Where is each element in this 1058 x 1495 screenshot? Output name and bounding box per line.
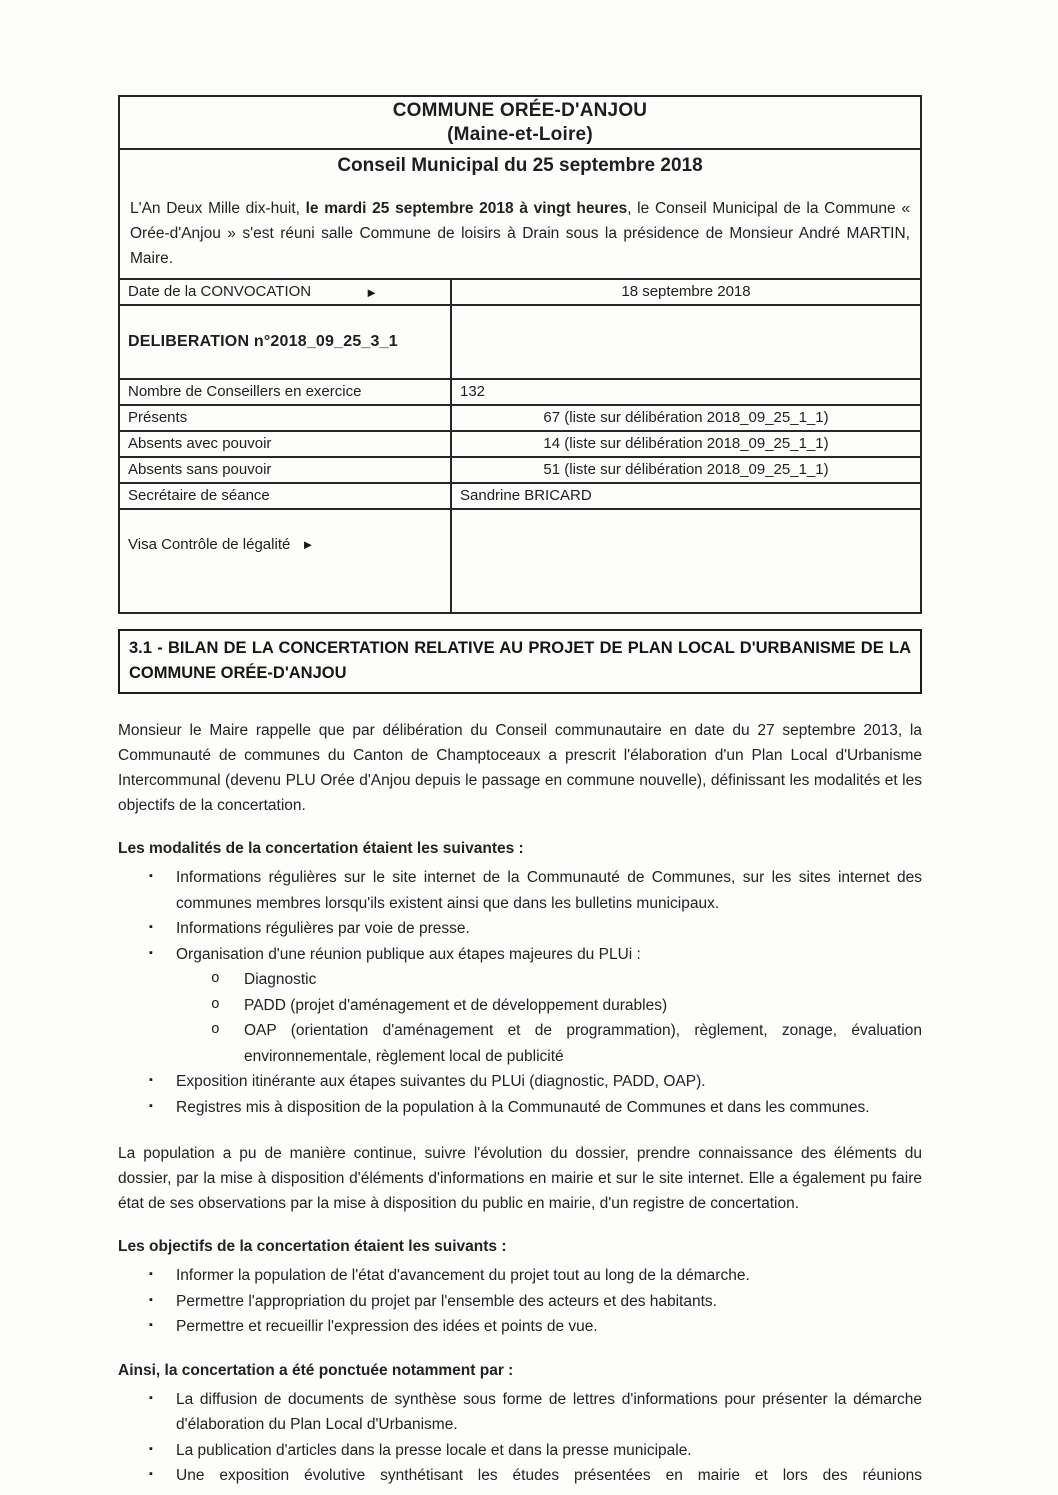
table-row-absents-sans-pouvoir — [120, 456, 920, 482]
conseillers-value: 132 — [450, 380, 920, 404]
list-item: ▪ Permettre et recueillir l'expression des idées et points de vue. — [118, 1314, 922, 1340]
secretaire-value: Sandrine BRICARD — [450, 484, 920, 508]
list-item: ▪ La publication d'articles dans la presse locale et dans la presse municipale. — [118, 1438, 922, 1464]
list-item: o Diagnostic — [118, 967, 922, 993]
deliberation-value-empty — [450, 306, 920, 378]
list-modalites — [118, 865, 922, 967]
list-item: ▪ Exposition itinérante aux étapes suivantes du PLUi (diagnostic, PADD, OAP). — [118, 1069, 922, 1095]
sublist-reunion-etapes — [118, 967, 922, 1069]
visa-value-empty — [450, 510, 920, 612]
heading-ainsi: Ainsi, la concertation a été ponctuée notamment par : — [118, 1361, 514, 1379]
heading-modalites: Les modalités de la concertation étaient les suivantes : — [118, 840, 524, 857]
list-item: o PADD (projet d'aménagement et de développement durables) — [118, 993, 922, 1019]
convocation-label-cell — [120, 280, 450, 304]
convocation-label: Date de la CONVOCATION — [128, 283, 312, 300]
arrow-right-icon: ► — [301, 537, 315, 552]
list-item: ▪ Une exposition évolutive synthétisant les études présentées en mairie et lors des réunions — [118, 1463, 922, 1489]
list-item: ▪ Informer la population de l'état d'avancement du projet tout au long de la démarche. — [118, 1263, 922, 1289]
list-ainsi — [118, 1387, 922, 1489]
deliberation-header-table — [118, 95, 922, 614]
absents-sans-pouvoir-label: Absents sans pouvoir — [128, 461, 272, 478]
table-row-conseillers — [120, 378, 920, 404]
deliberation-number: DELIBERATION n°2018_09_25_3_1 — [128, 333, 398, 350]
absents-sans-pouvoir-value: 51 (liste sur délibération 2018_09_25_1_1) — [450, 458, 920, 482]
section-title: 3.1 - BILAN DE LA CONCERTATION RELATIVE AU PROJET DE PLAN LOCAL D'URBANISME DE LA COMMUNE ORÉE-D'ANJOU — [118, 629, 922, 694]
secretaire-label: Secrétaire de séance — [128, 487, 270, 504]
table-row-presents — [120, 404, 920, 430]
conseillers-label: Nombre de Conseillers en exercice — [128, 383, 362, 400]
presents-value: 67 (liste sur délibération 2018_09_25_1_1) — [450, 406, 920, 430]
paragraph-population: La population a pu de manière continue, suivre l'évolution du dossier, prendre connaissance des éléments du dossier, par la mise à disposition d'éléments d'informations en mairie et sur le site internet. Elle a également pu faire état de ses observations par la mise à disposition du public en mairie, d'un registre de concertation. — [118, 1145, 922, 1212]
intro-text-start: L'An Deux Mille dix-huit, — [130, 200, 306, 217]
table-row-convocation — [120, 278, 920, 304]
list-item: ▪ Registres mis à disposition de la population à la Communauté de Communes et dans les communes. — [118, 1095, 922, 1121]
commune-title: COMMUNE ORÉE-D'ANJOU — [392, 100, 648, 121]
commune-header-cell — [120, 97, 920, 148]
list-item: ▪ Organisation d'une réunion publique aux étapes majeures du PLUi : — [118, 942, 922, 968]
list-item: ▪ Informations régulières par voie de presse. — [118, 916, 922, 942]
table-row-absents-avec-pouvoir — [120, 430, 920, 456]
session-intro-paragraph — [130, 196, 910, 271]
paragraph-maire-rappelle: Monsieur le Maire rappelle que par délibération du Conseil communautaire en date du 27 septembre 2013, la Communauté de communes du Canton de Champtoceaux a prescrit l'élaboration d'un Plan Local d'Urbanisme Intercommunal (devenu PLU Orée d'Anjou depuis le passage en commune nouvelle), définissant les modalités et les objectifs de la concertation. — [118, 722, 922, 814]
document-body — [118, 718, 922, 1489]
department-subtitle: (Maine-et-Loire) — [447, 124, 593, 145]
list-item: ▪ Permettre l'appropriation du projet par l'ensemble des acteurs et des habitants. — [118, 1289, 922, 1315]
intro-text-end: , le Conseil Municipal de la Commune « Orée-d'Anjou » s'est réuni salle Commune de loisirs à Drain sous la présidence de Monsieur André MARTIN, Maire. — [130, 200, 910, 267]
list-item: ▪ La diffusion de documents de synthèse sous forme de lettres d'informations pour présenter la démarche d'élaboration du Plan Local d'Urbanisme. — [118, 1387, 922, 1438]
visa-label: Visa Contrôle de légalité — [128, 536, 291, 553]
presents-label: Présents — [128, 409, 188, 426]
absents-avec-pouvoir-value: 14 (liste sur délibération 2018_09_25_1_1) — [450, 432, 920, 456]
council-session-cell — [120, 148, 920, 278]
list-item: ▪ Informations régulières sur le site internet de la Communauté de Communes, sur les sites internet des communes membres lorsqu'ils existent ainsi que dans les bulletins municipaux. — [118, 865, 922, 916]
list-objectifs — [118, 1263, 922, 1340]
list-item: o OAP (orientation d'aménagement et de programmation), règlement, zonage, évaluation environnementale, règlement local de publicité — [118, 1018, 922, 1069]
arrow-right-icon: ► — [365, 284, 378, 300]
heading-objectifs: Les objectifs de la concertation étaient les suivants : — [118, 1238, 507, 1255]
table-row-deliberation — [120, 304, 920, 378]
convocation-value: 18 septembre 2018 — [450, 280, 920, 304]
intro-text-bold-date: le mardi 25 septembre 2018 à vingt heures — [305, 200, 628, 217]
council-session-title: Conseil Municipal du 25 septembre 2018 — [337, 155, 703, 176]
visa-label-cell — [120, 510, 450, 612]
table-row-visa — [120, 508, 920, 612]
table-row-secretaire — [120, 482, 920, 508]
absents-avec-pouvoir-label: Absents avec pouvoir — [128, 435, 272, 452]
list-modalites-suite — [118, 1069, 922, 1120]
